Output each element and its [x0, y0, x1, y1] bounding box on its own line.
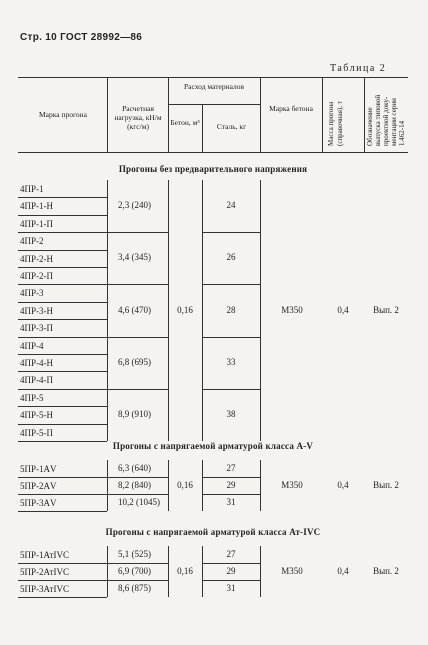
row-steel: 24	[226, 200, 236, 211]
group-divider	[202, 580, 260, 581]
row-steel: 33	[226, 356, 236, 367]
row-divider	[18, 354, 107, 355]
column-separator	[260, 460, 261, 511]
row-mark: 4ПР-2	[20, 236, 44, 247]
row-divider	[18, 389, 107, 390]
row-load: 4,6 (470)	[118, 304, 151, 315]
row-divider	[18, 563, 107, 564]
col-mass-header-1: Масса прогона	[327, 101, 335, 146]
row-divider	[18, 477, 107, 478]
row-steel: 28	[226, 304, 236, 315]
row-divider	[18, 406, 107, 407]
row-load: 3,4 (345)	[118, 252, 151, 263]
column-separator	[107, 460, 108, 511]
row-divider	[18, 337, 107, 338]
row-mark: 4ПР-2-Н	[20, 253, 53, 264]
concrete-volume: 0,16	[177, 304, 193, 315]
group-divider	[107, 494, 168, 495]
mass-value: 0,4	[337, 304, 349, 315]
row-mark: 4ПР-3-П	[20, 323, 53, 334]
column-separator	[107, 546, 108, 597]
row-steel: 27	[226, 462, 236, 473]
group-divider	[202, 232, 260, 233]
row-load: 10,2 (1045)	[118, 496, 160, 507]
group-divider	[107, 477, 168, 478]
row-mark: 4ПР-3	[20, 288, 44, 299]
row-divider	[18, 371, 107, 372]
row-mark: 4ПР-4-П	[20, 375, 53, 386]
doc-issue: Вып. 2	[373, 304, 399, 315]
col-concrete-header: Бетон, м³	[170, 118, 200, 127]
row-divider	[18, 302, 107, 303]
group-divider	[202, 284, 260, 285]
row-load: 8,2 (840)	[118, 479, 151, 490]
doc-issue: Вып. 2	[373, 565, 399, 576]
group-divider	[107, 563, 168, 564]
col-mark-header: Марка прогона	[39, 110, 87, 119]
concrete-volume: 0,16	[177, 479, 193, 490]
row-steel: 27	[226, 548, 236, 559]
col-grade-header: Марка бетона	[269, 104, 313, 113]
row-mark: 4ПР-2-П	[20, 271, 53, 281]
section-3-title: Прогоны с напрягаемой арматурой класса Ат-IVC	[105, 527, 321, 537]
row-load: 6,8 (695)	[118, 356, 151, 367]
row-divider	[18, 197, 107, 198]
row-mark: 4ПР-1-Н	[20, 201, 53, 212]
concrete-grade: М350	[281, 479, 303, 490]
row-steel: 31	[226, 582, 236, 593]
group-divider	[202, 563, 260, 564]
column-separator	[260, 546, 261, 597]
row-divider	[18, 284, 107, 285]
mass-value: 0,4	[337, 479, 349, 490]
group-divider	[202, 477, 260, 478]
concrete-volume: 0,16	[177, 565, 193, 576]
row-load: 2,3 (240)	[118, 200, 151, 211]
row-load: 6,9 (700)	[118, 565, 151, 576]
group-divider	[107, 580, 168, 581]
col-doc-header-1: Обозначение	[366, 107, 374, 146]
col-doc-header-2: выпуска типовой	[374, 94, 382, 146]
row-divider	[18, 232, 107, 233]
col-mass-header-2: (справочная), т	[336, 101, 344, 146]
row-mark: 5ПР-1АтIVC	[20, 550, 69, 560]
group-divider	[202, 337, 260, 338]
row-steel: 38	[226, 408, 236, 419]
row-steel: 31	[226, 496, 236, 507]
row-mark: 5ПР-2АтIVC	[20, 567, 69, 577]
row-load: 8,9 (910)	[118, 408, 151, 419]
row-divider	[18, 494, 107, 495]
row-steel: 29	[226, 565, 236, 576]
row-divider	[18, 267, 107, 268]
row-divider	[18, 250, 107, 251]
table-label: Таблица 2	[330, 63, 387, 74]
row-load: 5,1 (525)	[118, 548, 151, 559]
row-mark: 4ПР-1-П	[20, 218, 53, 229]
column-separator	[107, 180, 108, 441]
row-divider	[18, 511, 107, 512]
group-divider	[107, 389, 168, 390]
col-load-header: Расчетная нагрузка, кН/м (кгс/м)	[114, 104, 162, 131]
section-2-title: Прогоны с напрягаемой арматурой класса А-V	[112, 441, 314, 451]
row-steel: 29	[226, 479, 236, 490]
group-divider	[107, 284, 168, 285]
group-divider	[202, 494, 260, 495]
section-1-title: Прогоны без предварительного напряжения	[118, 164, 308, 174]
column-separator	[260, 180, 261, 441]
row-load: 8,6 (875)	[118, 582, 151, 593]
row-divider	[18, 215, 107, 216]
group-divider	[107, 232, 168, 233]
row-divider	[18, 319, 107, 320]
doc-issue: Вып. 2	[373, 479, 399, 490]
row-mark: 5ПР-2АV	[20, 481, 57, 491]
row-mark: 5ПР-1АV	[20, 464, 57, 474]
group-divider	[107, 337, 168, 338]
col-doc-header-4: ментации серии	[390, 98, 398, 146]
row-steel: 26	[226, 252, 236, 263]
mass-value: 0,4	[337, 565, 349, 576]
row-mark: 4ПР-4	[20, 340, 44, 351]
row-divider	[18, 597, 107, 598]
row-mark: 4ПР-3-Н	[20, 305, 53, 316]
concrete-grade: М350	[281, 565, 303, 576]
row-mark: 4ПР-5-П	[20, 427, 53, 438]
concrete-grade: М350	[281, 304, 303, 315]
col-doc-header-5: 1.462-14	[398, 120, 406, 146]
row-mark: 4ПР-1	[20, 184, 44, 194]
row-mark: 4ПР-5-Н	[20, 410, 53, 421]
row-mark: 5ПР-3АV	[20, 498, 57, 508]
row-mark: 5ПР-3АтIVC	[20, 584, 69, 594]
row-load: 6,3 (640)	[118, 462, 151, 473]
col-consumption-header: Расход материалов	[183, 82, 245, 91]
row-divider	[18, 424, 107, 425]
row-mark: 4ПР-4-Н	[20, 358, 53, 368]
row-divider	[18, 580, 107, 581]
col-steel-header: Сталь, кг	[216, 122, 247, 131]
page-header: Стр. 10 ГОСТ 28992—86	[20, 32, 143, 43]
group-divider	[202, 389, 260, 390]
row-mark: 4ПР-5	[20, 392, 44, 403]
col-doc-header-3: проектной доку-	[382, 96, 390, 146]
